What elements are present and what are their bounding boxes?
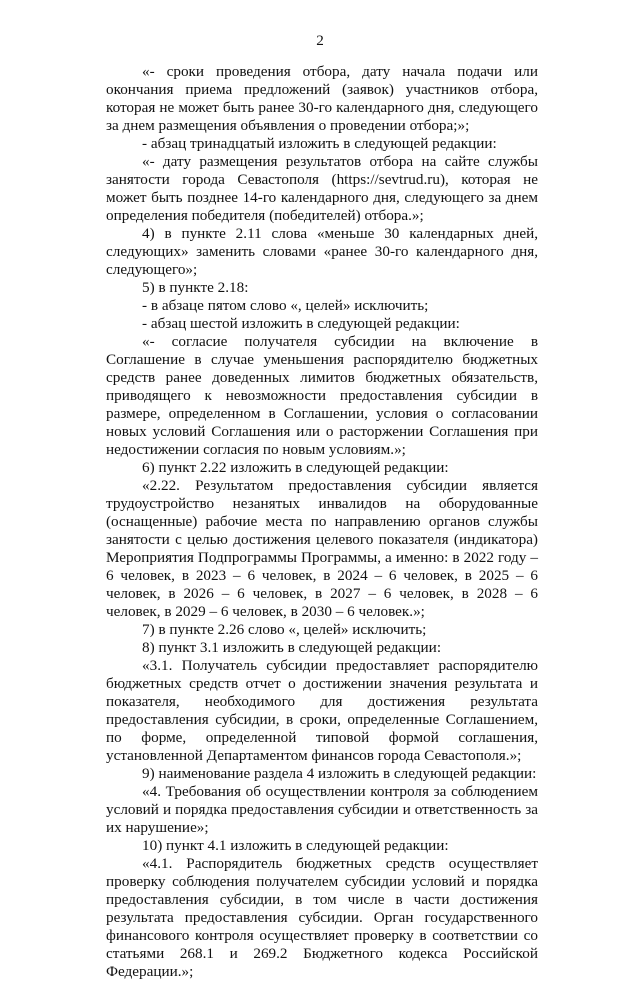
paragraph: 8) пункт 3.1 изложить в следующей редакции: — [142, 639, 442, 656]
paragraph: 7) в пункте 2.26 слово «, целей» исключить; — [142, 621, 427, 638]
paragraph: «4. Требования об осуществлении контроля за соблюдением условий и порядка предоставления субсидии и ответственность за их нарушение»; — [106, 783, 538, 836]
paragraph: «3.1. Получатель субсидии предоставляет распорядителю бюджетных средств отчет о достижении значения результата и показателя, необходимого для достижения результата предоставления субсидии, в сроки, определенные Соглашением, по форме, определенной типовой формой соглашения, установленной Департаментом финансов города Севастополя.»; — [106, 657, 538, 764]
paragraph: «- согласие получателя субсидии на включение в Соглашение в случае уменьшения распорядителю бюджетных средств ранее доведенных лимитов бюджетных обязательств, приводящего к невозможности предоставления субсидии в размере, определенном в Соглашении, условия о согласовании новых условий Соглашения или о расторжении Соглашения при недостижении согласия по новым условиям.»; — [106, 333, 538, 458]
paragraph: «4.1. Распорядитель бюджетных средств осуществляет проверку соблюдения получателем субсидии условий и порядка предоставления субсидии, в том числе в части достижения результата предоставления субсидии. Орган государственного финансового контроля осуществляет проверку в соответствии со статьями 268.1 и 269.2 Бюджетного кодекса Российской Федерации.»; — [106, 855, 538, 980]
paragraph: - абзац тринадцатый изложить в следующей редакции: — [142, 135, 497, 152]
paragraph: 10) пункт 4.1 изложить в следующей редакции: — [142, 837, 449, 854]
paragraph: 4) в пункте 2.11 слова «меньше 30 календарных дней, следующих» заменить словами «ранее 30-го календарного дня, следующего»; — [106, 225, 538, 278]
paragraph: - в абзаце пятом слово «, целей» исключить; — [142, 297, 429, 314]
paragraph: 5) в пункте 2.18: — [142, 279, 249, 296]
page-number: 2 — [316, 32, 324, 49]
paragraph: «- дату размещения результатов отбора на сайте службы занятости города Севастополя (https://sevtrud.ru), которая не может быть позднее 14-го календарного дня, следующего за днем определения победителя (победителей) отбора.»; — [106, 153, 538, 224]
paragraph: - абзац шестой изложить в следующей редакции: — [142, 315, 460, 332]
paragraph: 6) пункт 2.22 изложить в следующей редакции: — [142, 459, 449, 476]
paragraph: «- сроки проведения отбора, дату начала подачи или окончания приема предложений (заявок) участников отбора, которая не может быть ранее 30-го календарного дня, следующего за днем размещения объявления о проведении отбора;»; — [106, 63, 538, 134]
paragraph: «2.22. Результатом предоставления субсидии является трудоустройство незанятых инвалидов на оборудованные (оснащенные) рабочие места по направлению органов службы занятости с целью достижения целевого показателя (индикатора) Мероприятия Подпрограммы Программы, а именно: в 2022 году – 6 человек, в 2023 – 6 человек, в 2024 – 6 человек, в 2025 – 6 человек, в 2026 – 6 человек, в 2027 – 6 человек, в 2028 – 6 человек, в 2029 – 6 человек, в 2030 – 6 человек.»; — [106, 477, 538, 620]
document-body — [106, 63, 538, 981]
paragraph: 9) наименование раздела 4 изложить в следующей редакции: — [142, 765, 537, 782]
